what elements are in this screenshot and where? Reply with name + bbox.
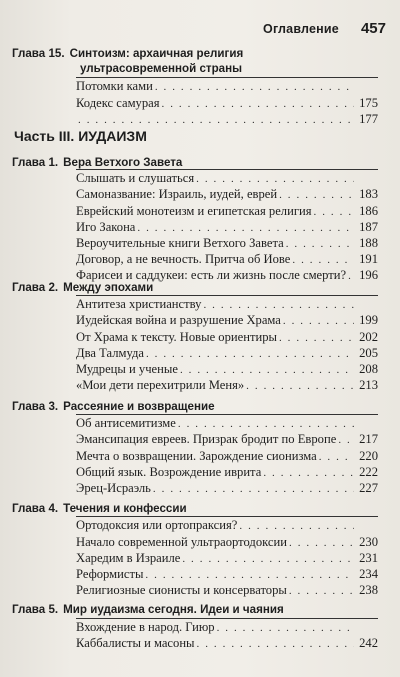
toc-entry[interactable] [76, 236, 378, 252]
leader-dots [197, 638, 354, 650]
toc-entry-page: 238 [359, 583, 378, 597]
toc-entry-title: Харедим в Израиле [76, 551, 181, 565]
leader-dots [78, 114, 354, 126]
toc-entry-title: Иудейская война и разрушение Храма [76, 313, 281, 327]
chapter-heading [12, 46, 380, 75]
chapter-title: Мир иудаизма сегодня. Идеи и чаяния [63, 603, 284, 616]
toc-entry[interactable] [76, 535, 378, 551]
part-heading: Часть III. ИУДАИЗМ [14, 128, 147, 144]
chapter-title-continued: ультрасовременной страны [80, 62, 243, 75]
toc-entry-page: 188 [359, 236, 378, 250]
toc-entry-title: Потомки ками [76, 79, 153, 93]
toc-entry[interactable] [76, 416, 378, 432]
toc-entry-title: Вхождение в народ. Гиюр [76, 620, 215, 634]
toc-entry-title: От Храма к тексту. Новые ориентиры [76, 330, 277, 344]
toc-entry-title: Кодекс самурая [76, 96, 160, 110]
leader-dots [279, 189, 354, 201]
toc-entry-title: Вероучительные книги Ветхого Завета [76, 236, 284, 250]
toc-entry-title: Общий язык. Возрождение иврита [76, 465, 262, 479]
toc-entry-title: Слышать и слушаться [76, 171, 195, 185]
toc-entry-page: 227 [359, 481, 378, 495]
chapter-label: Глава 2. [12, 281, 59, 294]
toc-entry[interactable] [76, 636, 378, 652]
toc-entry-page: 183 [359, 187, 378, 201]
chapter-heading [12, 602, 380, 617]
toc-entry-title: Ортодоксия или ортопраксия? [76, 518, 238, 532]
leader-dots [178, 418, 354, 430]
toc-entry-page: 213 [359, 378, 378, 392]
leader-dots [292, 254, 354, 266]
toc-entry-page: 208 [359, 362, 378, 376]
leader-dots [162, 98, 354, 110]
toc-entry[interactable] [76, 465, 378, 481]
toc-entry[interactable] [76, 171, 378, 187]
leader-dots [263, 467, 354, 479]
toc-entry[interactable] [76, 432, 378, 448]
toc-entry-title: Эмансипация евреев. Призрак бродит по Европе [76, 432, 337, 446]
toc-entry[interactable] [76, 518, 378, 534]
leader-dots [196, 173, 354, 185]
toc-entry[interactable] [76, 346, 378, 362]
chapter-label: Глава 5. [12, 603, 59, 616]
leader-dots [145, 569, 354, 581]
toc-entry-page: 230 [359, 535, 378, 549]
leader-dots [289, 537, 354, 549]
toc-entry-title: Эрец-Исраэль [76, 481, 151, 495]
toc-entry-title: Мудрецы и ученые [76, 362, 178, 376]
toc-entry-title: Иго Закона [76, 220, 136, 234]
chapter-title: Течения и конфессии [63, 502, 187, 515]
toc-entry-title: Антитеза христианству [76, 297, 202, 311]
toc-entry-page: 217 [359, 432, 378, 446]
toc-entry-title: Религиозные сионисты и консерваторы [76, 583, 287, 597]
chapter-heading [12, 501, 380, 516]
chapter-label: Глава 3. [12, 400, 59, 413]
toc-entry[interactable] [76, 567, 378, 583]
toc-entry-page: 175 [359, 96, 378, 110]
chapter-title: Рассеяние и возвращение [63, 400, 215, 413]
toc-entry[interactable] [76, 112, 378, 128]
leader-dots [319, 451, 354, 463]
section-divider [76, 414, 378, 415]
toc-entry-title: Реформисты [76, 567, 144, 581]
chapter-title: Вера Ветхого Завета [63, 156, 183, 169]
toc-entry-page: 199 [359, 313, 378, 327]
leader-dots [146, 348, 354, 360]
toc-entry-page: 234 [359, 567, 378, 581]
leader-dots [217, 622, 354, 634]
toc-entry[interactable] [76, 330, 378, 346]
toc-entry-page: 196 [359, 268, 378, 282]
toc-entry-title: Каббалисты и масоны [76, 636, 195, 650]
section-divider [76, 618, 378, 619]
toc-entry-page: 222 [359, 465, 378, 479]
toc-entry-page: 220 [359, 449, 378, 463]
toc-entry-title: Мечта о возвращении. Зарождение сионизма [76, 449, 317, 463]
toc-entry-page: 177 [359, 112, 378, 126]
section-divider [76, 295, 378, 296]
toc-entry[interactable] [76, 187, 378, 203]
section-divider [76, 516, 378, 517]
leader-dots [203, 299, 354, 311]
toc-entry[interactable] [76, 297, 378, 313]
toc-entry-title: «Мои дети перехитрили Меня» [76, 378, 245, 392]
leader-dots [289, 585, 354, 597]
chapter-heading [12, 399, 380, 414]
leader-dots [153, 483, 354, 495]
toc-entry-title: Самоназвание: Израиль, иудей, еврей [76, 187, 278, 201]
toc-entry-title: Фарисеи и саддукеи: есть ли жизнь после смерти? [76, 268, 347, 282]
section-divider [76, 77, 378, 78]
toc-entry[interactable] [76, 449, 378, 465]
page-number: 457 [360, 20, 386, 37]
toc-entry[interactable] [76, 551, 378, 567]
toc-entry[interactable] [76, 620, 378, 636]
chapter-heading [12, 280, 380, 295]
toc-entry-page: 242 [359, 636, 378, 650]
toc-entry-title: Об антисемитизме [76, 416, 176, 430]
chapter-label: Глава 15. [12, 47, 65, 60]
chapter-title: Синтоизм: архаичная религия [69, 47, 244, 60]
leader-dots [279, 332, 354, 344]
leader-dots [338, 434, 354, 446]
leader-dots [246, 380, 354, 392]
toc-entry[interactable] [76, 583, 378, 599]
toc-entry[interactable] [76, 252, 378, 268]
toc-entry-title: Еврейский монотеизм и египетская религия [76, 204, 312, 218]
section-divider [76, 169, 378, 170]
chapter-heading [12, 155, 380, 170]
leader-dots [314, 206, 354, 218]
toc-entry[interactable] [76, 378, 378, 394]
toc-entry[interactable] [76, 79, 378, 95]
running-header [263, 20, 386, 37]
leader-dots [137, 222, 354, 234]
header-title: Оглавление [263, 22, 339, 36]
toc-entry[interactable] [76, 96, 378, 112]
toc-entry-page: 205 [359, 346, 378, 360]
toc-entry-page: 187 [359, 220, 378, 234]
toc-entry-page: 191 [359, 252, 378, 266]
toc-entry-page: 231 [359, 551, 378, 565]
leader-dots [283, 315, 354, 327]
leader-dots [180, 364, 354, 376]
chapter-label: Глава 1. [12, 156, 59, 169]
leader-dots [286, 238, 354, 250]
toc-entry-page: 186 [359, 204, 378, 218]
toc-entry-page: 202 [359, 330, 378, 344]
leader-dots [182, 553, 354, 565]
chapter-label: Глава 4. [12, 502, 59, 515]
toc-entry[interactable] [76, 204, 378, 220]
toc-entry-title: Начало современной ультраортодоксии [76, 535, 287, 549]
toc-entry-title: Договор, а не вечность. Притча об Иове [76, 252, 291, 266]
chapter-title: Между эпохами [63, 281, 154, 294]
leader-dots [155, 81, 354, 93]
toc-entry[interactable] [76, 362, 378, 378]
leader-dots [239, 520, 354, 532]
toc-entry[interactable] [76, 313, 378, 329]
toc-entry[interactable] [76, 220, 378, 236]
toc-entry-title: Два Талмуда [76, 346, 144, 360]
toc-entry[interactable] [76, 481, 378, 497]
